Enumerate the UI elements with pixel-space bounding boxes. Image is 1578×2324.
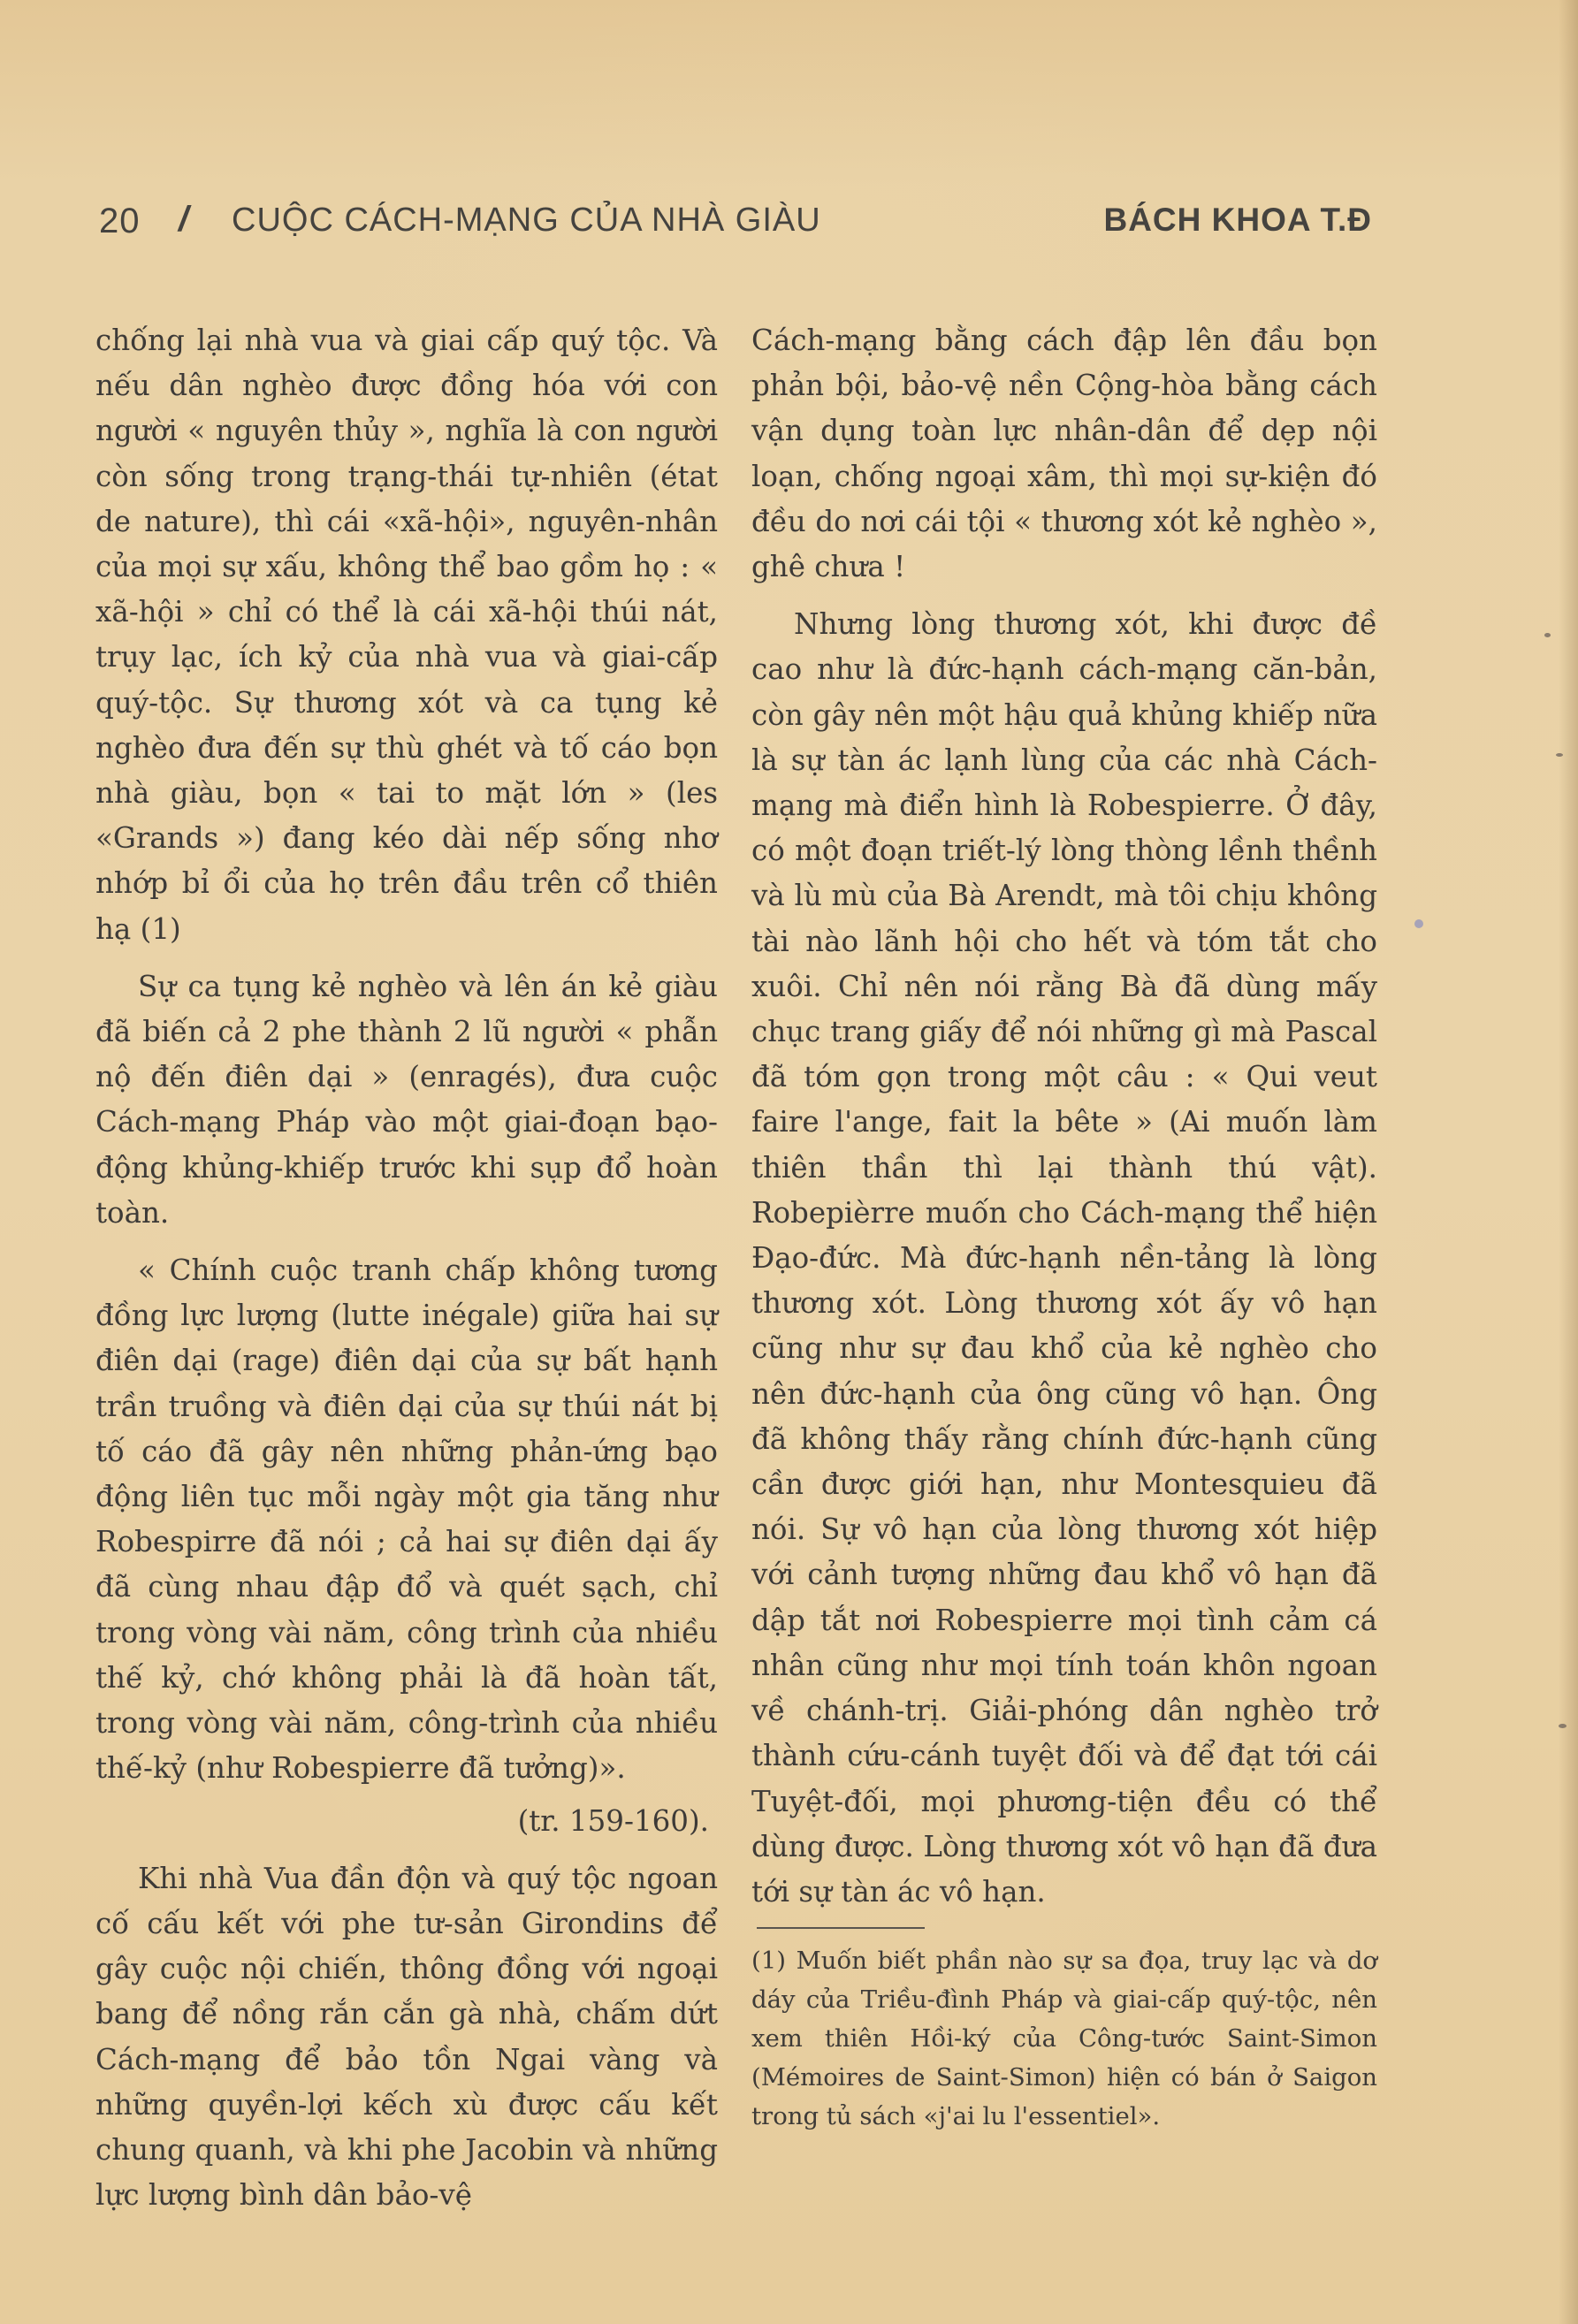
footnote-divider [757,1927,925,1929]
paragraph: chống lại nhà vua và giai cấp quý tộc. Và nếu dân nghèo được đồng hóa với con người « nguyên thủy », nghĩa là con người còn sống trong trạng-thái tự-nhiên (état de nature), thì cái «xã-hội», nguyên-nhân của mọi sự xấu, không thể bao gồm họ : « xã-hội » chỉ có thể là cái xã-hội thúi nát, trụy lạc, ích kỷ của nhà vua và giai-cấp quý-tộc. Sự thương xót và ca tụng kẻ nghèo đưa đến sự thù ghét và tố cáo bọn nhà giàu, bọn « tai to mặt lớn » (les «Grands ») đang kéo dài nếp sống nhơ nhớp bỉ ổi của họ trên đầu trên cổ thiên hạ (1) [95,324,718,946]
header-separator: / [179,200,189,239]
left-column [95,318,718,2230]
right-column [751,318,1377,2136]
article-title: CUỘC CÁCH-MẠNG CỦA NHÀ GIÀU [232,202,821,239]
paper-speck [1544,633,1551,637]
citation: (tr. 159-160). [517,1803,709,1838]
running-header [99,196,1372,249]
paper-speck [1559,1724,1567,1728]
paper-speck [1414,919,1423,928]
page-number: 20 [99,202,141,240]
paragraph: Khi nhà Vua đần độn và quý tộc ngoan cố cấu kết với phe tư-sản Girondins để gây cuộc nội chiến, thông đồng với ngoại bang để nồng rắn cắn gà nhà, chấm dứt Cách-mạng để bảo tồn Ngai vàng và những quyền-lợi kếch xù được cấu kết chung quanh, và khi phe Jacobin và những lực lượng bình dân bảo-vệ [95,1861,718,2213]
paragraph: Cách-mạng bằng cách đập lên đầu bọn phản bội, bảo-vệ nền Cộng-hòa bằng cách vận dụng toàn lực nhân-dân để dẹp nội loạn, chống ngoại xâm, thì mọi sự-kiện đó đều do nơi cái tội « thương xót kẻ nghèo », ghê chưa ! [751,324,1377,584]
footnote: (1) Muốn biết phần nào sự sa đọa, truy lạc và dơ dáy của Triều-đình Pháp và giai-cấp quý-tộc, nên xem thiên Hồi-ký của Công-tước Saint-Simon (Mémoires de Saint-Simon) hiện có bán ở Saigon trong tủ sách «j'ai lu l'essentiel». [751,1947,1377,2131]
quote-paragraph: « Chính cuộc tranh chấp không tương đồng lực lượng (lutte inégale) giữa hai sự điên dại (rage) điên dại của sự bất hạnh trần truồng và điên dại của sự thúi nát bị tố cáo đã gây nên những phản-ứng bạo động liên tục mỗi ngày một gia tăng như Robespirre đã nói ; cả hai sự điên dại ấy đã cùng nhau đập đổ và quét sạch, chỉ trong vòng vài năm, công trình của nhiều thế kỷ, chớ không phải là đã hoàn tất, trong vòng vài năm, công-trình của nhiều thế-kỷ (như Robespierre đã tưởng)». [95,1253,718,1786]
paragraph: Nhưng lòng thương xót, khi được đề cao như là đức-hạnh cách-mạng căn-bản, còn gây nên một hậu quả khủng khiếp nữa là sự tàn ác lạnh lùng của các nhà Cách-mạng mà điển hình là Robespierre. Ở đây, có một đoạn triết-lý lòng thòng lềnh thềnh và lù mù của Bà Arendt, mà tôi chịu không tài nào lãnh hội cho hết và tóm tắt cho xuôi. Chỉ nên nói rằng Bà đã dùng mấy chục trang giấy để nói những gì mà Pascal đã tóm gọn trong một câu : « Qui veut faire l'ange, fait la bête » (Ai muốn làm thiên thần thì lại thành thú vật). Robepièrre muốn cho Cách-mạng thể hiện Đạo-đức. Mà đức-hạnh nền-tảng là lòng thương xót. Lòng thương xót ấy vô hạn cũng như sự đau khổ của kẻ nghèo cho nên đức-hạnh của ông cũng vô hạn. Ông đã không thấy rằng chính đức-hạnh cũng cần được giới hạn, như Montesquieu đã nói. Sự vô hạn của lòng thương xót hiệp với cảnh tượng những đau khổ vô hạn đã dập tắt nơi Robespierre mọi tình cảm cá nhân cũng như mọi tính toán khôn ngoan về chánh-trị. Giải-phóng dân nghèo trở thành cứu-cánh tuyệt đối và để đạt tới cái Tuyệt-đối, mọi phương-tiện đều có thể dùng được. Lòng thương xót vô hạn đã đưa tới sự tàn ác vô hạn. [751,607,1377,1909]
journal-name: BÁCH KHOA T.Đ [1103,202,1372,238]
paper-speck [1556,753,1563,757]
paragraph: Sự ca tụng kẻ nghèo và lên án kẻ giàu đã biến cả 2 phe thành 2 lũ người « phẫn nộ đến điên dại » (enragés), đưa cuộc Cách-mạng Pháp vào một giai-đoạn bạo-động khủng-khiếp trước khi sụp đổ hoàn toàn. [95,969,718,1230]
